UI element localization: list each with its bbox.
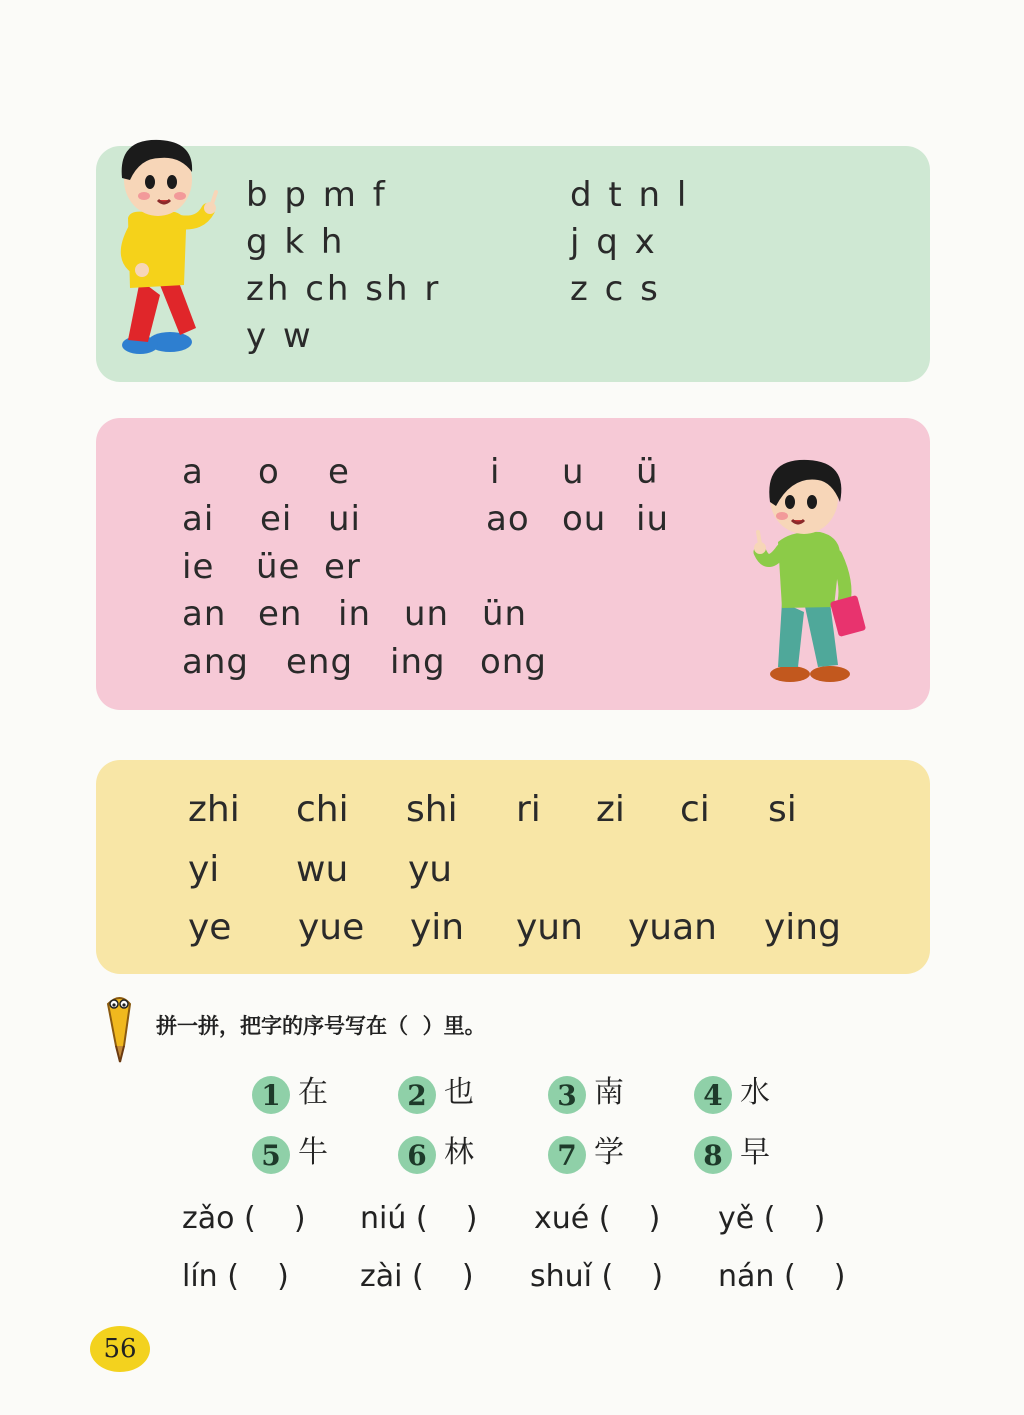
initials-row-1-right: d t n l bbox=[570, 175, 690, 215]
syllable-wu: wu bbox=[296, 849, 349, 890]
item-7-char: 学 bbox=[594, 1135, 624, 1170]
answer-niu[interactable]: niú ( ) bbox=[360, 1201, 478, 1236]
syllable-ye: ye bbox=[188, 907, 232, 948]
answer-zao[interactable]: zǎo ( ) bbox=[182, 1201, 306, 1236]
item-4-number: 4 bbox=[694, 1076, 732, 1114]
initials-row-3-right: z c s bbox=[570, 269, 661, 309]
syllable-yin: yin bbox=[410, 907, 465, 948]
initials-row-1-left: b p m f bbox=[246, 175, 388, 215]
final-ing: ing bbox=[390, 642, 446, 682]
answer-shui[interactable]: shuǐ ( ) bbox=[530, 1259, 664, 1294]
syllable-shi: shi bbox=[406, 789, 458, 830]
item-2-char: 也 bbox=[444, 1075, 474, 1110]
syllable-yi: yi bbox=[188, 849, 220, 890]
item-8-number: 8 bbox=[694, 1136, 732, 1174]
item-5-char: 牛 bbox=[298, 1135, 328, 1170]
final-un: un bbox=[404, 594, 450, 634]
syllable-ci: ci bbox=[680, 789, 710, 830]
final-v: ü bbox=[636, 452, 659, 492]
exercise-instruction: 拼一拼，把字的序号写在（ ）里。 bbox=[156, 1014, 486, 1038]
final-o: o bbox=[258, 452, 280, 492]
answer-xue[interactable]: xué ( ) bbox=[534, 1201, 661, 1236]
boy-with-book-illustration bbox=[752, 452, 872, 692]
item-7-number: 7 bbox=[548, 1136, 586, 1174]
final-er: er bbox=[324, 547, 361, 587]
final-ou: ou bbox=[562, 499, 607, 539]
item-2-number: 2 bbox=[398, 1076, 436, 1114]
item-5-number: 5 bbox=[252, 1136, 290, 1174]
final-ie: ie bbox=[182, 547, 215, 587]
item-3-char: 南 bbox=[594, 1075, 624, 1110]
syllable-yue: yue bbox=[298, 907, 365, 948]
final-iu: iu bbox=[636, 499, 669, 539]
syllable-yuan: yuan bbox=[628, 907, 717, 948]
final-in: in bbox=[338, 594, 371, 634]
pencil-mascot-icon bbox=[94, 990, 144, 1066]
final-a: a bbox=[182, 452, 204, 492]
initials-row-2-right: j q x bbox=[570, 222, 658, 262]
final-e: e bbox=[328, 452, 350, 492]
item-1-number: 1 bbox=[252, 1076, 290, 1114]
final-vn: ün bbox=[482, 594, 528, 634]
final-ao: ao bbox=[486, 499, 530, 539]
final-ai: ai bbox=[182, 499, 215, 539]
final-i: i bbox=[490, 452, 501, 492]
syllable-ying: ying bbox=[764, 907, 841, 948]
syllable-yu: yu bbox=[408, 849, 453, 890]
final-ui: ui bbox=[328, 499, 361, 539]
answer-ye[interactable]: yě ( ) bbox=[718, 1201, 826, 1236]
syllable-zi: zi bbox=[596, 789, 625, 830]
initials-row-2-left: g k h bbox=[246, 222, 346, 262]
syllable-si: si bbox=[768, 789, 797, 830]
final-ve: üe bbox=[256, 547, 301, 587]
item-4-char: 水 bbox=[740, 1075, 770, 1110]
item-8-char: 早 bbox=[740, 1135, 770, 1170]
initials-panel bbox=[96, 146, 930, 382]
answer-zai[interactable]: zài ( ) bbox=[360, 1259, 474, 1294]
item-6-number: 6 bbox=[398, 1136, 436, 1174]
syllable-chi: chi bbox=[296, 789, 349, 830]
answer-nan[interactable]: nán ( ) bbox=[718, 1259, 846, 1294]
final-en: en bbox=[258, 594, 303, 634]
initials-row-3-left: zh ch sh r bbox=[246, 269, 442, 309]
item-1-char: 在 bbox=[298, 1075, 328, 1110]
boy-pointing-illustration bbox=[100, 130, 220, 380]
final-an: an bbox=[182, 594, 227, 634]
syllable-zhi: zhi bbox=[188, 789, 240, 830]
answer-lin[interactable]: lín ( ) bbox=[182, 1259, 289, 1294]
final-u: u bbox=[562, 452, 585, 492]
initials-row-4-left: y w bbox=[246, 316, 314, 356]
page-number: 56 bbox=[90, 1326, 150, 1372]
final-ang: ang bbox=[182, 642, 249, 682]
final-ong: ong bbox=[480, 642, 547, 682]
syllable-yun: yun bbox=[516, 907, 583, 948]
final-ei: ei bbox=[260, 499, 293, 539]
syllable-ri: ri bbox=[516, 789, 541, 830]
item-3-number: 3 bbox=[548, 1076, 586, 1114]
item-6-char: 林 bbox=[444, 1135, 474, 1170]
final-eng: eng bbox=[286, 642, 354, 682]
